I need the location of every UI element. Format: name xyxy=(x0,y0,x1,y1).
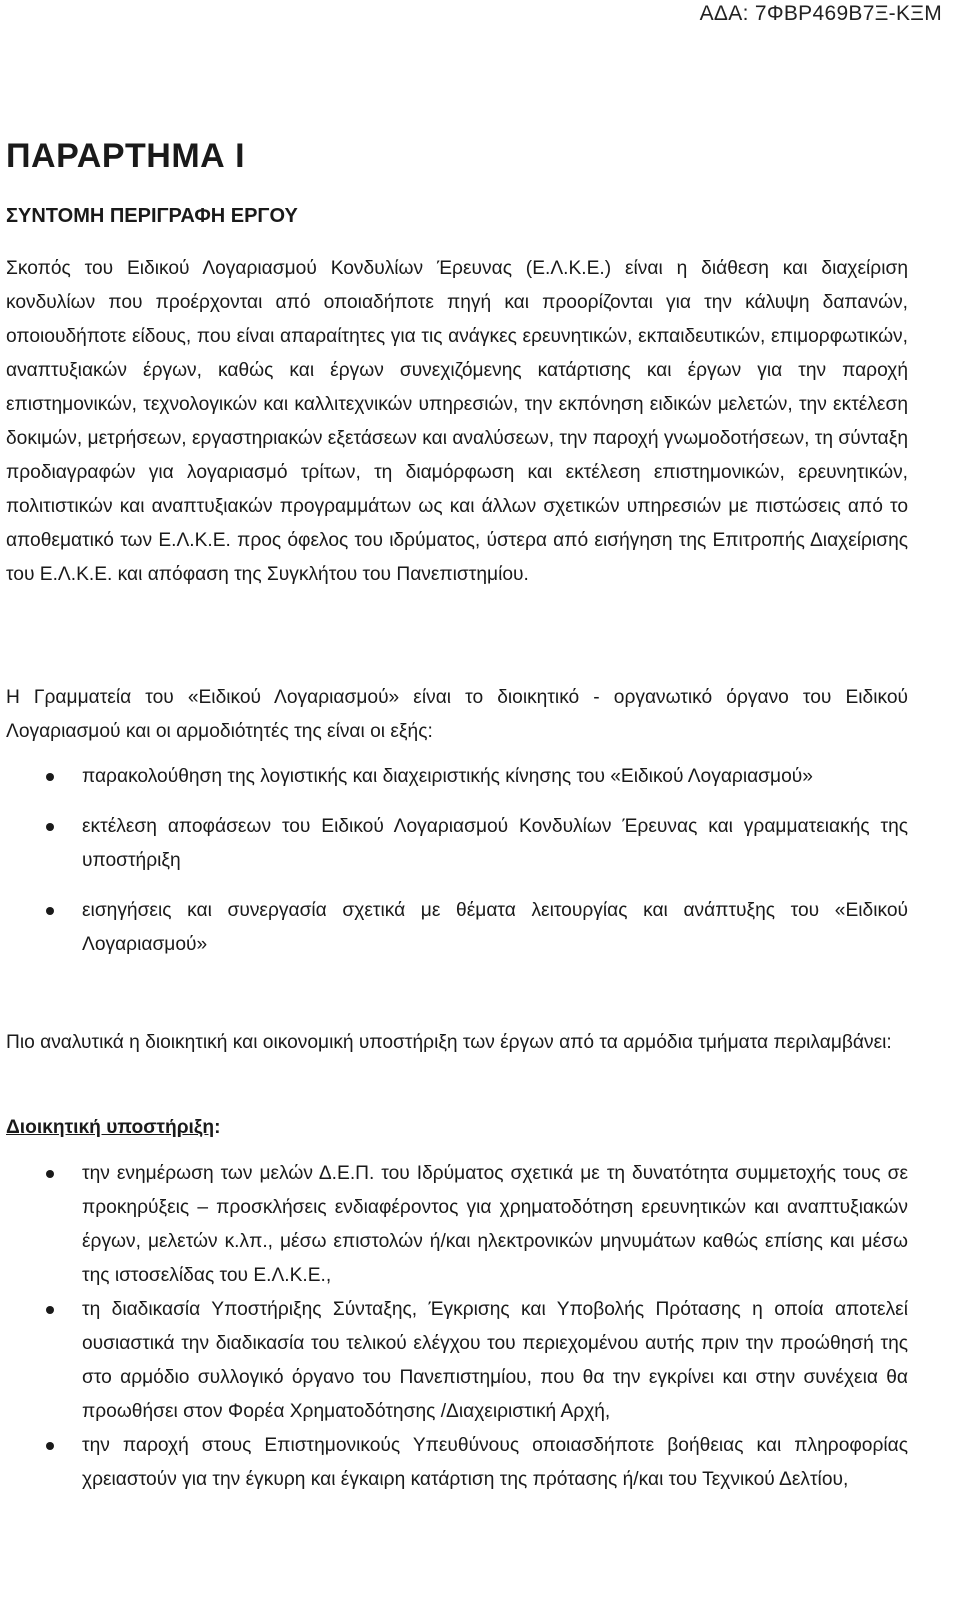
bullet-icon xyxy=(46,1442,54,1450)
list-item-text: την παροχή στους Επιστημονικούς Υπευθύνους οποιασδήποτε βοήθειας και πληροφορίας χρειαστούν για την έγκυρη και έγκαιρη κατάρτιση της πρότασης ή/και του Τεχνικού Δελτίου, xyxy=(82,1435,908,1490)
list-item-text: εισηγήσεις και συνεργασία σχετικά με θέματα λειτουργίας και ανάπτυξης του «Ειδικού Λογαριασμού» xyxy=(82,900,908,955)
list-item-text: εκτέλεση αποφάσεων του Ειδικού Λογαριασμού Κονδυλίων Έρευνας και γραμματειακής της υποστήριξη xyxy=(82,816,908,871)
list-item-text: παρακολούθηση της λογιστικής και διαχειριστικής κίνησης του «Ειδικού Λογαριασμού» xyxy=(82,766,813,787)
bullet-icon xyxy=(46,823,54,831)
section-heading-suffix: : xyxy=(214,1117,221,1138)
list-item xyxy=(6,894,908,962)
list-item xyxy=(6,810,908,878)
document-title: ΠΑΡΑΡΤΗΜΑ Ι xyxy=(6,137,246,175)
paragraph-purpose: Σκοπός του Ειδικού Λογαριασμού Κονδυλίων Έρευνας (Ε.Λ.Κ.Ε.) είναι η διάθεση και διαχείριση κονδυλίων που προέρχονται από οποιαδήποτε πηγή και προορίζονται για την κάλυψη δαπανών, οποιουδήποτε είδους, που είναι απαραίτητες για τις ανάγκες ερευνητικών, εκπαιδευτικών, επιμορφωτικών, αναπτυξιακών έργων, καθώς και έργων συνεχιζόμενης κατάρτισης και έργων για την παροχή επιστημονικών, τεχνολογικών και καλλιτεχνικών υπηρεσιών, την εκπόνηση ειδικών μελετών, την εκτέλεση δοκιμών, μετρήσεων, εργαστηριακών εξετάσεων και αναλύσεων, την παροχή γνωμοδοτήσεων, τη σύνταξη προδιαγραφών για λογαριασμό τρίτων, τη διαμόρφωση και εκτέλεση επιστημονικών, ερευνητικών, πολιτιστικών και αναπτυξιακών προγραμμάτων ως και άλλων σχετικών υπηρεσιών με πιστώσεις από το αποθεματικό των Ε.Λ.Κ.Ε. προς όφελος του ιδρύματος, ύστερα από εισήγηση της Επιτροπής Διαχείρισης του Ε.Λ.Κ.Ε. και απόφαση της Συγκλήτου του Πανεπιστημίου. xyxy=(6,258,908,585)
paragraph-secretariat: Η Γραμματεία του «Ειδικού Λογαριασμού» είναι το διοικητικό - οργανωτικό όργανο του Ειδικού Λογαριασμού και οι αρμοδιότητές της είναι οι εξής: xyxy=(6,687,908,742)
list-item-text: τη διαδικασία Υποστήριξης Σύνταξης, Έγκρισης και Υποβολής Πρότασης η οποία αποτελεί ουσιαστικά την διαδικασία του τελικού ελέγχου του περιεχομένου αυτής πριν την προώθησή της στο αρμόδιο συλλογικό όργανο του Πανεπιστημίου, που θα την εγκρίνει και στην συνέχεια θα προωθήσει στον Φορέα Χρηματοδότησης /Διαχειριστική Αρχή, xyxy=(82,1299,908,1422)
list-item xyxy=(6,1429,908,1497)
paragraph-support-intro: Πιο αναλυτικά η διοικητική και οικονομική υποστήριξη των έργων από τα αρμόδια τμήματα περιλαμβάνει: xyxy=(6,1032,892,1053)
ada-identifier: ΑΔΑ: 7ΦΒΡ469Β7Ξ-ΚΞΜ xyxy=(699,2,942,25)
bullet-icon xyxy=(46,1306,54,1314)
administrative-support-list xyxy=(6,1157,908,1497)
list-item xyxy=(6,1293,908,1429)
list-item xyxy=(6,760,908,794)
list-item-text: την ενημέρωση των μελών Δ.Ε.Π. του Ιδρύματος σχετικά με τη δυνατότητα συμμετοχής τους σε προκηρύξεις – προσκλήσεις ενδιαφέροντος για χρηματοδότηση ερευνητικών και αναπτυξιακών έργων, μελετών κ.λπ., μέσω επιστολών ή/και ηλεκτρονικών μηνυμάτων καθώς επίσης και μέσω της ιστοσελίδας του Ε.Λ.Κ.Ε., xyxy=(82,1163,908,1286)
bullet-icon xyxy=(46,907,54,915)
bullet-icon xyxy=(46,1170,54,1178)
document-subtitle: ΣΥΝΤΟΜΗ ΠΕΡΙΓΡΑΦΗ ΕΡΓΟΥ xyxy=(6,205,298,227)
section-heading-text: Διοικητική υποστήριξη xyxy=(6,1117,215,1138)
section-heading xyxy=(6,1111,221,1145)
bullet-icon xyxy=(46,773,54,781)
list-item xyxy=(6,1157,908,1293)
secretariat-duties-list xyxy=(6,760,908,978)
